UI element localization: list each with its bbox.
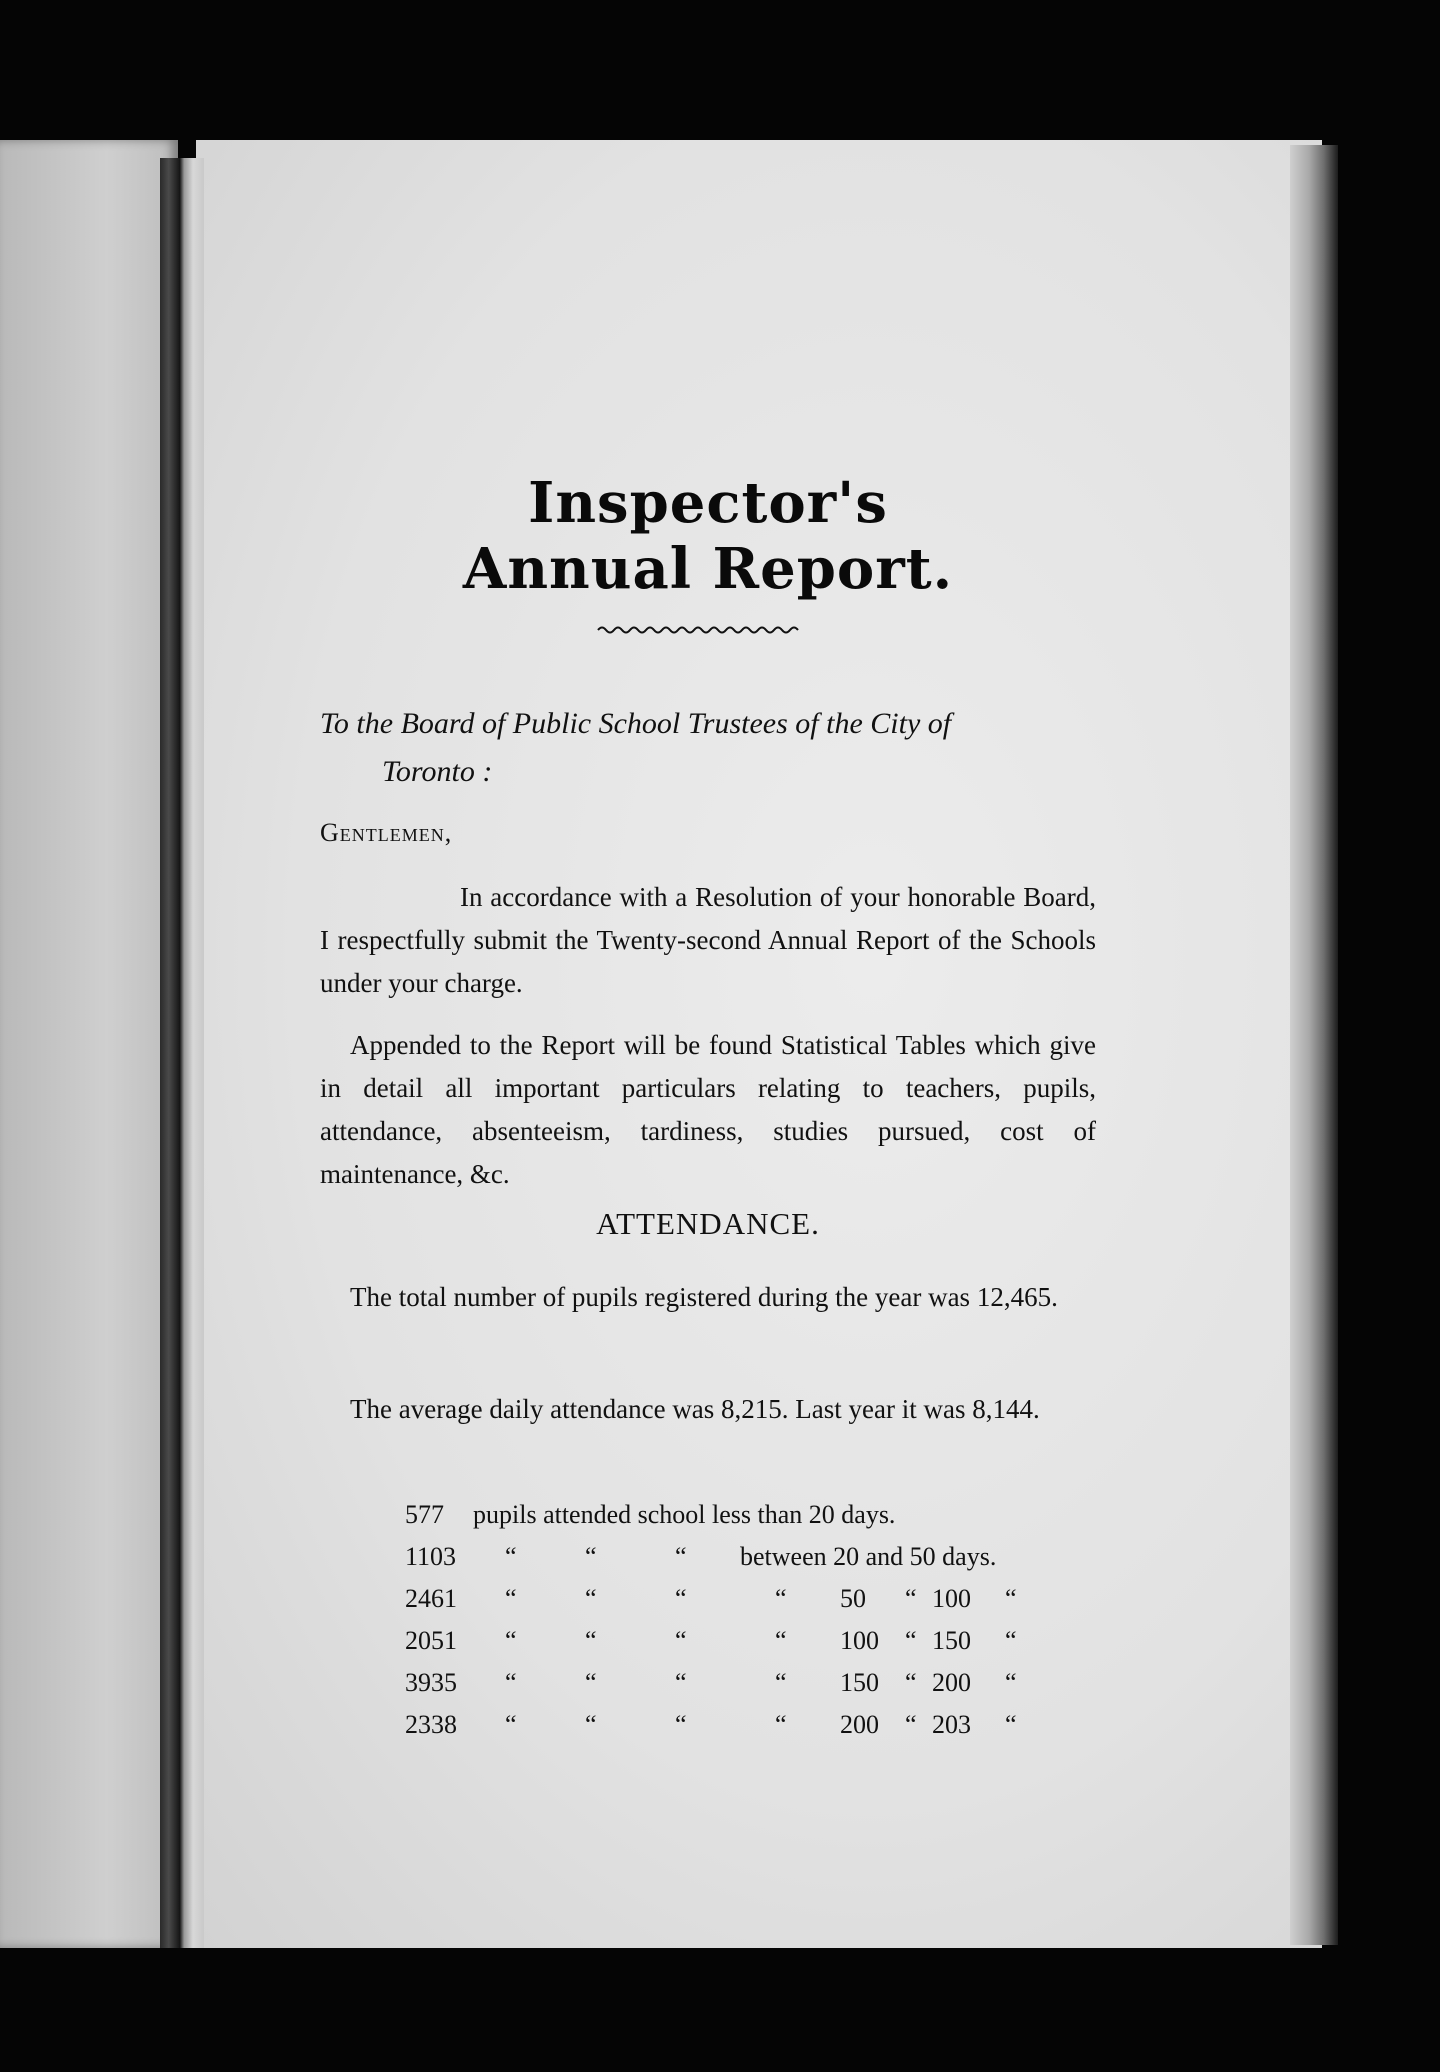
paragraph-average-attendance: The average daily attendance was 8,215. Last year it was 8,144. [350,1394,1040,1424]
ditto-mark: “ [675,1542,687,1571]
ditto-mark: “ [675,1668,687,1697]
salutation: Gentlemen, [320,818,453,847]
ditto-mark: “ [505,1710,517,1739]
ditto-mark: “ [505,1584,517,1613]
ditto-mark: “ [775,1584,787,1613]
ditto-mark: “ [1005,1584,1017,1613]
ditto-mark: “ [675,1584,687,1613]
attendance-description: pupils attended school less than 20 days. [473,1500,896,1529]
attendance-row [395,1626,1075,1668]
address-line-2: Toronto : [382,755,493,788]
document-title: Inspector's Annual Report. [462,470,954,602]
range-from: 100 [840,1626,879,1655]
left-page [0,140,178,1948]
ditto-mark: “ [505,1626,517,1655]
paragraph-total-registered: The total number of pupils registered during the year was 12,465. [350,1282,1058,1312]
attendance-count: 1103 [405,1542,457,1571]
range-from: 50 [840,1584,866,1613]
range-to: 150 [932,1626,971,1655]
paragraph-resolution: In accordance with a Resolution of your honorable Board, I respectfully submit the Twenty-second Annual Report of the Schools under your charge. [320,882,1096,998]
address-line-1: To the Board of Public School Trustees of the City of [320,707,952,740]
attendance-row [395,1584,1075,1626]
ditto-mark: “ [505,1668,517,1697]
attendance-row [395,1542,1075,1584]
ditto-mark: “ [585,1626,597,1655]
ditto-mark: “ [585,1584,597,1613]
attendance-row [395,1668,1075,1710]
attendance-count: 2461 [405,1584,457,1613]
attendance-table [395,1500,1075,1752]
ditto-mark: “ [585,1542,597,1571]
ditto-mark: “ [585,1710,597,1739]
address-block [320,700,1100,796]
range-to: 200 [932,1668,971,1697]
attendance-row [395,1710,1075,1752]
ditto-mark: “ [775,1626,787,1655]
section-heading-attendance: ATTENDANCE. [596,1206,820,1241]
page-edge [1290,145,1338,1945]
ditto-mark: “ [905,1626,917,1655]
ditto-mark: “ [905,1584,917,1613]
ditto-mark: “ [675,1710,687,1739]
attendance-count: 2051 [405,1626,457,1655]
range-from: 150 [840,1668,879,1697]
attendance-count: 577 [405,1500,444,1529]
ditto-mark: “ [905,1668,917,1697]
range-from: 200 [840,1710,879,1739]
attendance-count: 2338 [405,1710,457,1739]
ditto-mark: “ [775,1668,787,1697]
paragraph-appended-tables: Appended to the Report will be found Statistical Tables which give in detail all important particulars relating to teachers, pupils, attendance, absenteeism, tardiness, studies pursued, cost of maintenance, &c. [320,1030,1096,1189]
ditto-mark: “ [675,1626,687,1655]
attendance-description: between 20 and 50 days. [740,1542,997,1571]
book-spine [160,158,204,1948]
ditto-mark: “ [1005,1668,1017,1697]
ditto-mark: “ [505,1542,517,1571]
attendance-row [395,1500,1075,1542]
ditto-mark: “ [905,1710,917,1739]
range-to: 100 [932,1584,971,1613]
ditto-mark: “ [775,1710,787,1739]
ornament-divider [596,622,804,638]
attendance-count: 3935 [405,1668,457,1697]
ditto-mark: “ [1005,1710,1017,1739]
ditto-mark: “ [1005,1626,1017,1655]
range-to: 203 [932,1710,971,1739]
ditto-mark: “ [585,1668,597,1697]
